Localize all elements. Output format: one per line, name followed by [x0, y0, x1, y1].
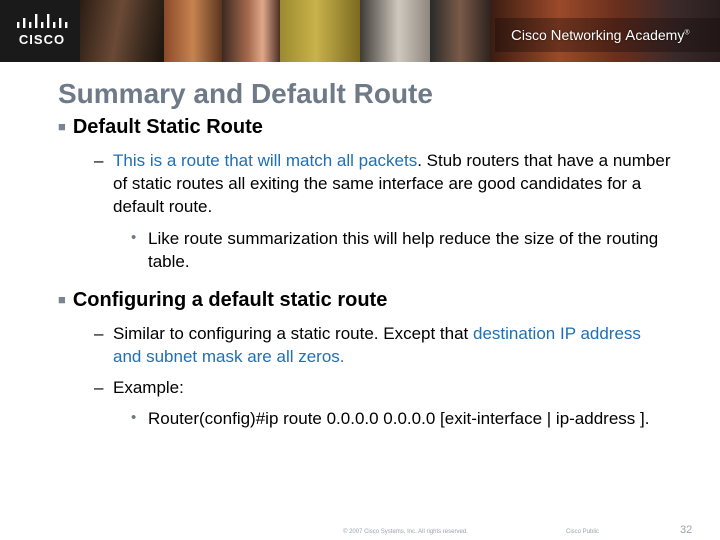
academy-word: isco: [521, 27, 551, 43]
dash-bullet-icon: –: [94, 151, 104, 170]
body-text: Similar to configuring a static route. Except that: [113, 324, 474, 343]
list-item-text: [113, 322, 673, 368]
header-banner: [0, 0, 720, 62]
footer-copyright: © 2007 Cisco Systems, Inc. All rights reserved.: [343, 529, 468, 535]
slide-title: Summary and Default Route: [58, 78, 433, 109]
highlighted-text: This is a route that will match all packets: [113, 151, 418, 170]
section-heading: [58, 116, 263, 139]
footer-classification: Cisco Public: [566, 529, 600, 535]
page-number: 32: [680, 524, 693, 536]
academy-initial: C: [511, 27, 522, 44]
highlighted-text: destination IP address and subnet mask are all zeros.: [113, 324, 641, 366]
list-item-text: Example:: [113, 378, 184, 397]
academy-initial: N: [550, 27, 562, 44]
dot-bullet-icon: •: [131, 229, 137, 246]
section-heading: [58, 289, 387, 312]
dot-bullet-icon: •: [131, 409, 137, 426]
academy-word: etworking: [561, 27, 626, 43]
banner-photo: [430, 0, 490, 62]
banner-photo: [222, 0, 280, 62]
academy-initial: A: [625, 27, 636, 44]
dash-bullet-icon: –: [94, 324, 104, 343]
square-bullet-icon: ■: [58, 292, 66, 307]
section-heading-text: Default Static Route: [72, 116, 263, 138]
banner-photo: [80, 0, 164, 62]
sub-list-item-text: Router(config)#ip route 0.0.0.0 0.0.0.0 [exit-interface | ip-address ].: [148, 409, 650, 428]
square-bullet-icon: ■: [58, 119, 66, 134]
academy-name: [511, 27, 690, 44]
list-item-text: [113, 149, 673, 218]
cisco-bridge-icon: [16, 12, 68, 30]
sub-list-item-text: Like route summarization this will help reduce the size of the routing table.: [148, 229, 659, 271]
trademark-symbol: ®: [684, 29, 690, 37]
body-text: . Stub routers that have a number of static routes all exiting the same interface are good candidates for a default route.: [113, 151, 671, 216]
banner-photo: [360, 0, 430, 62]
dash-bullet-icon: –: [94, 378, 104, 397]
banner-photo: [280, 0, 360, 62]
banner-photo: [164, 0, 222, 62]
cisco-wordmark: CISCO: [18, 32, 66, 47]
academy-word: cademy: [635, 27, 685, 43]
section-heading-text: Configuring a default static route: [72, 289, 388, 311]
cisco-logo: [12, 12, 72, 48]
